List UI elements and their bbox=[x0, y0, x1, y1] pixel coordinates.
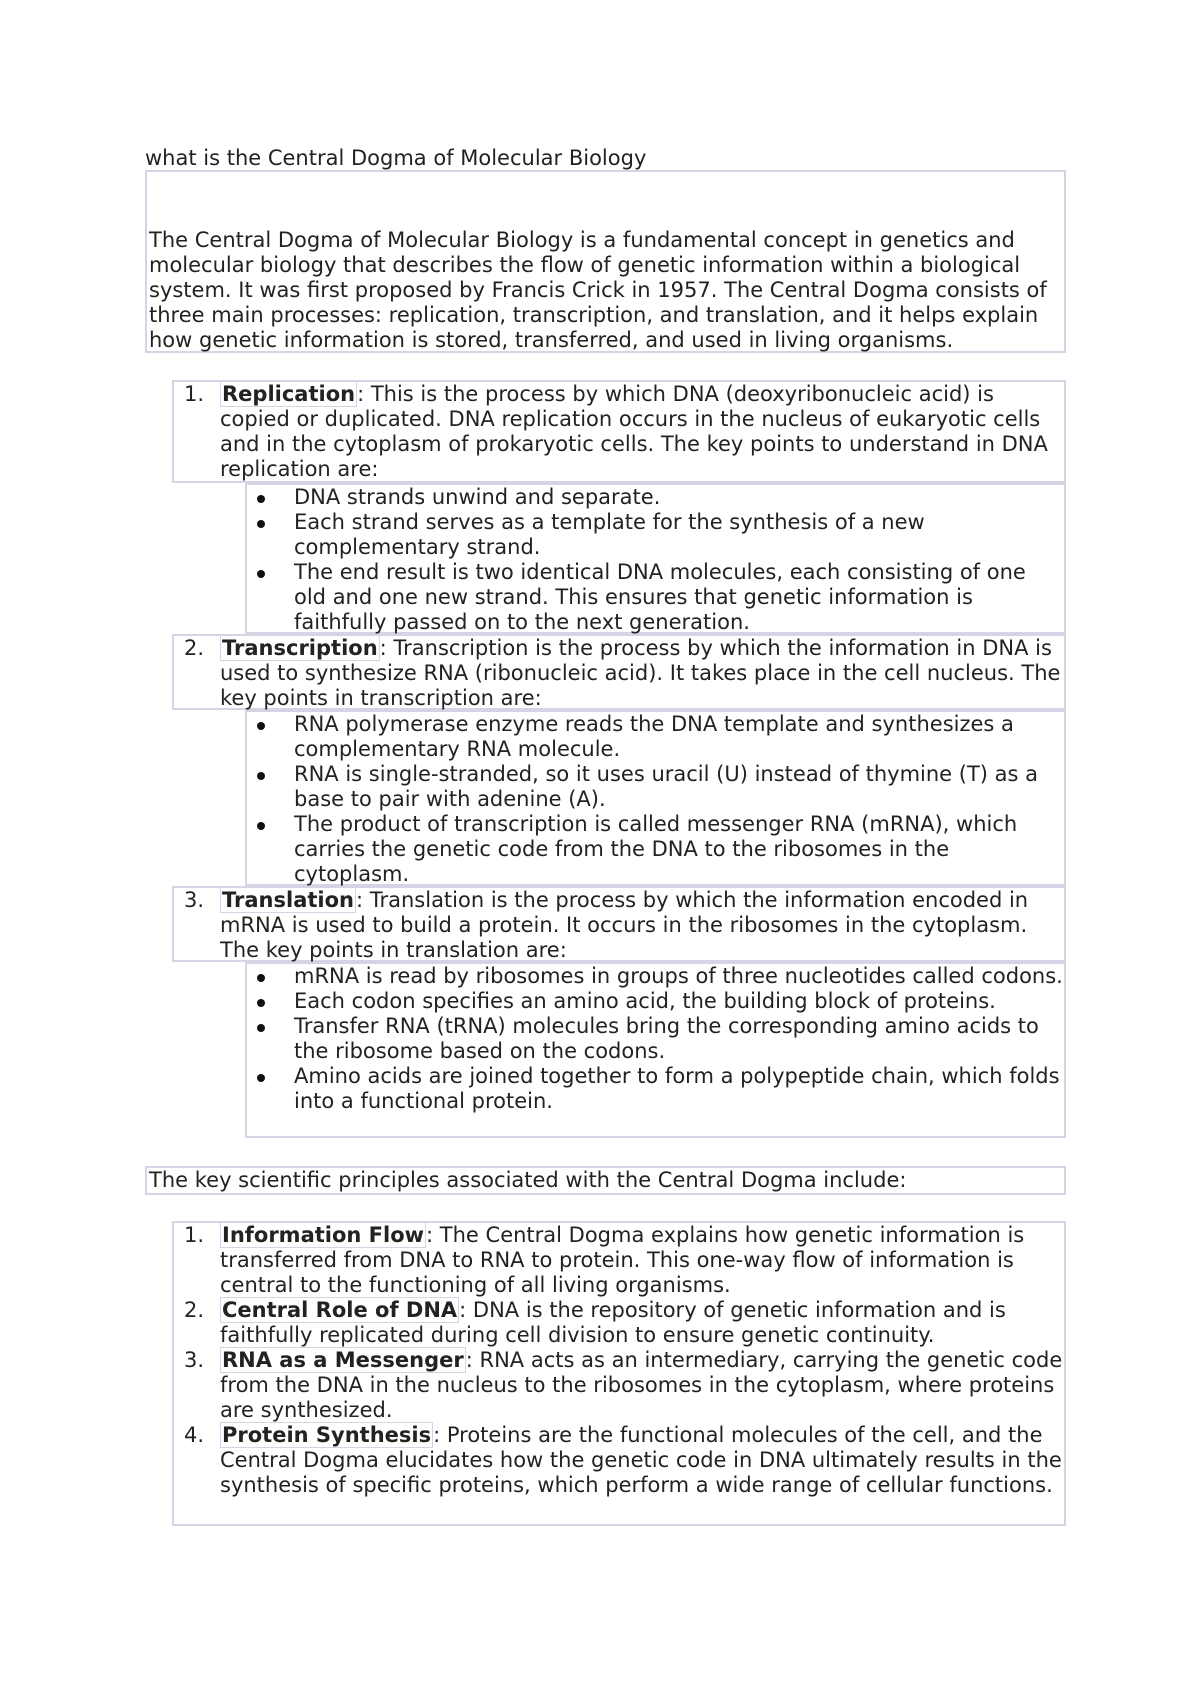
process-description: : Transcription is the process by which the information in DNA is used to synthesize RNA (ribonucleic acid). It takes place in the cell nucleus. The key points in transcription are: bbox=[220, 636, 1061, 710]
list-item: The product of transcription is called messenger RNA (mRNA), which carries the genetic code from the DNA to the ribosomes in the cytoplasm. bbox=[247, 812, 1064, 887]
bullet-icon bbox=[257, 772, 265, 780]
intro-paragraph: The Central Dogma of Molecular Biology is a fundamental concept in genetics and molecular biology that describes the flow of genetic information within a biological system. It was first proposed by Francis Crick in 1957. The Central Dogma consists of three main processes: replication, transcription, and translation, and it helps explain how genetic information is stored, transferred, and used in living organisms. bbox=[149, 228, 1047, 352]
bullet-icon bbox=[257, 999, 265, 1007]
principles-list-box bbox=[172, 1221, 1066, 1526]
bullet-icon bbox=[257, 570, 265, 578]
transcription-points bbox=[247, 712, 1064, 887]
document-title: what is the Central Dogma of Molecular Biology bbox=[145, 146, 647, 170]
process-description: : Translation is the process by which the information encoded in mRNA is used to build a protein. It occurs in the ribosomes in the cytoplasm. The key points in translation are: bbox=[220, 888, 1029, 962]
intro-paragraph-box bbox=[145, 170, 1066, 353]
list-item: Transfer RNA (tRNA) molecules bring the corresponding amino acids to the ribosome based on the codons. bbox=[247, 1014, 1064, 1064]
process-item-replication bbox=[172, 380, 1066, 483]
term-rna-as-a-messenger: RNA as a Messenger bbox=[222, 1348, 464, 1372]
list-item: The end result is two identical DNA molecules, each consisting of one old and one new strand. This ensures that genetic information is faithfully passed on to the next generation. bbox=[247, 560, 1064, 635]
list-number: 1. bbox=[184, 1223, 205, 1247]
replication-points-box bbox=[245, 483, 1066, 634]
list-number: 3. bbox=[184, 1348, 205, 1372]
list-number: 3. bbox=[184, 888, 205, 912]
term-protein-synthesis: Protein Synthesis bbox=[222, 1423, 432, 1447]
replication-points bbox=[247, 485, 1064, 635]
principles-list bbox=[174, 1223, 1064, 1498]
process-description: : This is the process by which DNA (deoxyribonucleic acid) is copied or duplicated. DNA replication occurs in the nucleus of eukaryotic cells and in the cytoplasm of prokaryotic cells. The key points to understand in DNA replication are: bbox=[220, 382, 1048, 481]
principle-description: : Proteins are the functional molecules of the cell, and the Central Dogma elucidates how the genetic code in DNA ultimately results in the synthesis of specific proteins, which perform a wide range of cellular functions. bbox=[220, 1423, 1062, 1497]
term-transcription: Transcription bbox=[222, 636, 378, 660]
principle-item-rna-as-messenger bbox=[174, 1348, 1064, 1423]
list-item: Each strand serves as a template for the synthesis of a new complementary strand. bbox=[247, 510, 1064, 560]
principle-item-central-role-of-dna bbox=[174, 1298, 1064, 1348]
list-number: 2. bbox=[184, 1298, 205, 1322]
principle-description: : RNA acts as an intermediary, carrying the genetic code from the DNA in the nucleus to the ribosomes in the cytoplasm, where proteins are synthesized. bbox=[220, 1348, 1063, 1422]
list-number: 2. bbox=[184, 636, 205, 660]
principles-heading: The key scientific principles associated with the Central Dogma include: bbox=[149, 1168, 907, 1192]
principle-description: : The Central Dogma explains how genetic information is transferred from DNA to RNA to protein. This one-way flow of information is central to the functioning of all living organisms. bbox=[220, 1223, 1025, 1297]
process-text bbox=[220, 888, 1064, 963]
transcription-points-box bbox=[245, 710, 1066, 886]
list-item: Each codon specifies an amino acid, the building block of proteins. bbox=[247, 989, 1064, 1014]
process-item-transcription bbox=[172, 634, 1066, 710]
list-item: RNA polymerase enzyme reads the DNA template and synthesizes a complementary RNA molecule. bbox=[247, 712, 1064, 762]
bullet-icon bbox=[257, 495, 265, 503]
principles-heading-box bbox=[145, 1166, 1066, 1195]
term-translation: Translation bbox=[222, 888, 354, 912]
translation-points-box bbox=[245, 962, 1066, 1138]
principle-item-protein-synthesis bbox=[174, 1423, 1064, 1498]
list-item: DNA strands unwind and separate. bbox=[247, 485, 1064, 510]
bullet-icon bbox=[257, 1074, 265, 1082]
list-item: Amino acids are joined together to form a polypeptide chain, which folds into a functional protein. bbox=[247, 1064, 1064, 1114]
bullet-icon bbox=[257, 974, 265, 982]
bullet-icon bbox=[257, 822, 265, 830]
bullet-icon bbox=[257, 722, 265, 730]
list-number: 4. bbox=[184, 1423, 205, 1447]
bullet-icon bbox=[257, 520, 265, 528]
translation-points bbox=[247, 964, 1064, 1114]
process-item-translation bbox=[172, 886, 1066, 962]
process-text bbox=[220, 636, 1064, 711]
list-number: 1. bbox=[184, 382, 205, 406]
principle-item-information-flow bbox=[174, 1223, 1064, 1298]
process-text bbox=[220, 382, 1064, 482]
list-item: mRNA is read by ribosomes in groups of three nucleotides called codons. bbox=[247, 964, 1064, 989]
principle-description: : DNA is the repository of genetic information and is faithfully replicated during cell division to ensure genetic continuity. bbox=[220, 1298, 1006, 1347]
term-information-flow: Information Flow bbox=[222, 1223, 425, 1247]
term-replication: Replication bbox=[222, 382, 356, 406]
term-central-role-of-dna: Central Role of DNA bbox=[222, 1298, 458, 1322]
bullet-icon bbox=[257, 1024, 265, 1032]
list-item: RNA is single-stranded, so it uses uracil (U) instead of thymine (T) as a base to pair with adenine (A). bbox=[247, 762, 1064, 812]
